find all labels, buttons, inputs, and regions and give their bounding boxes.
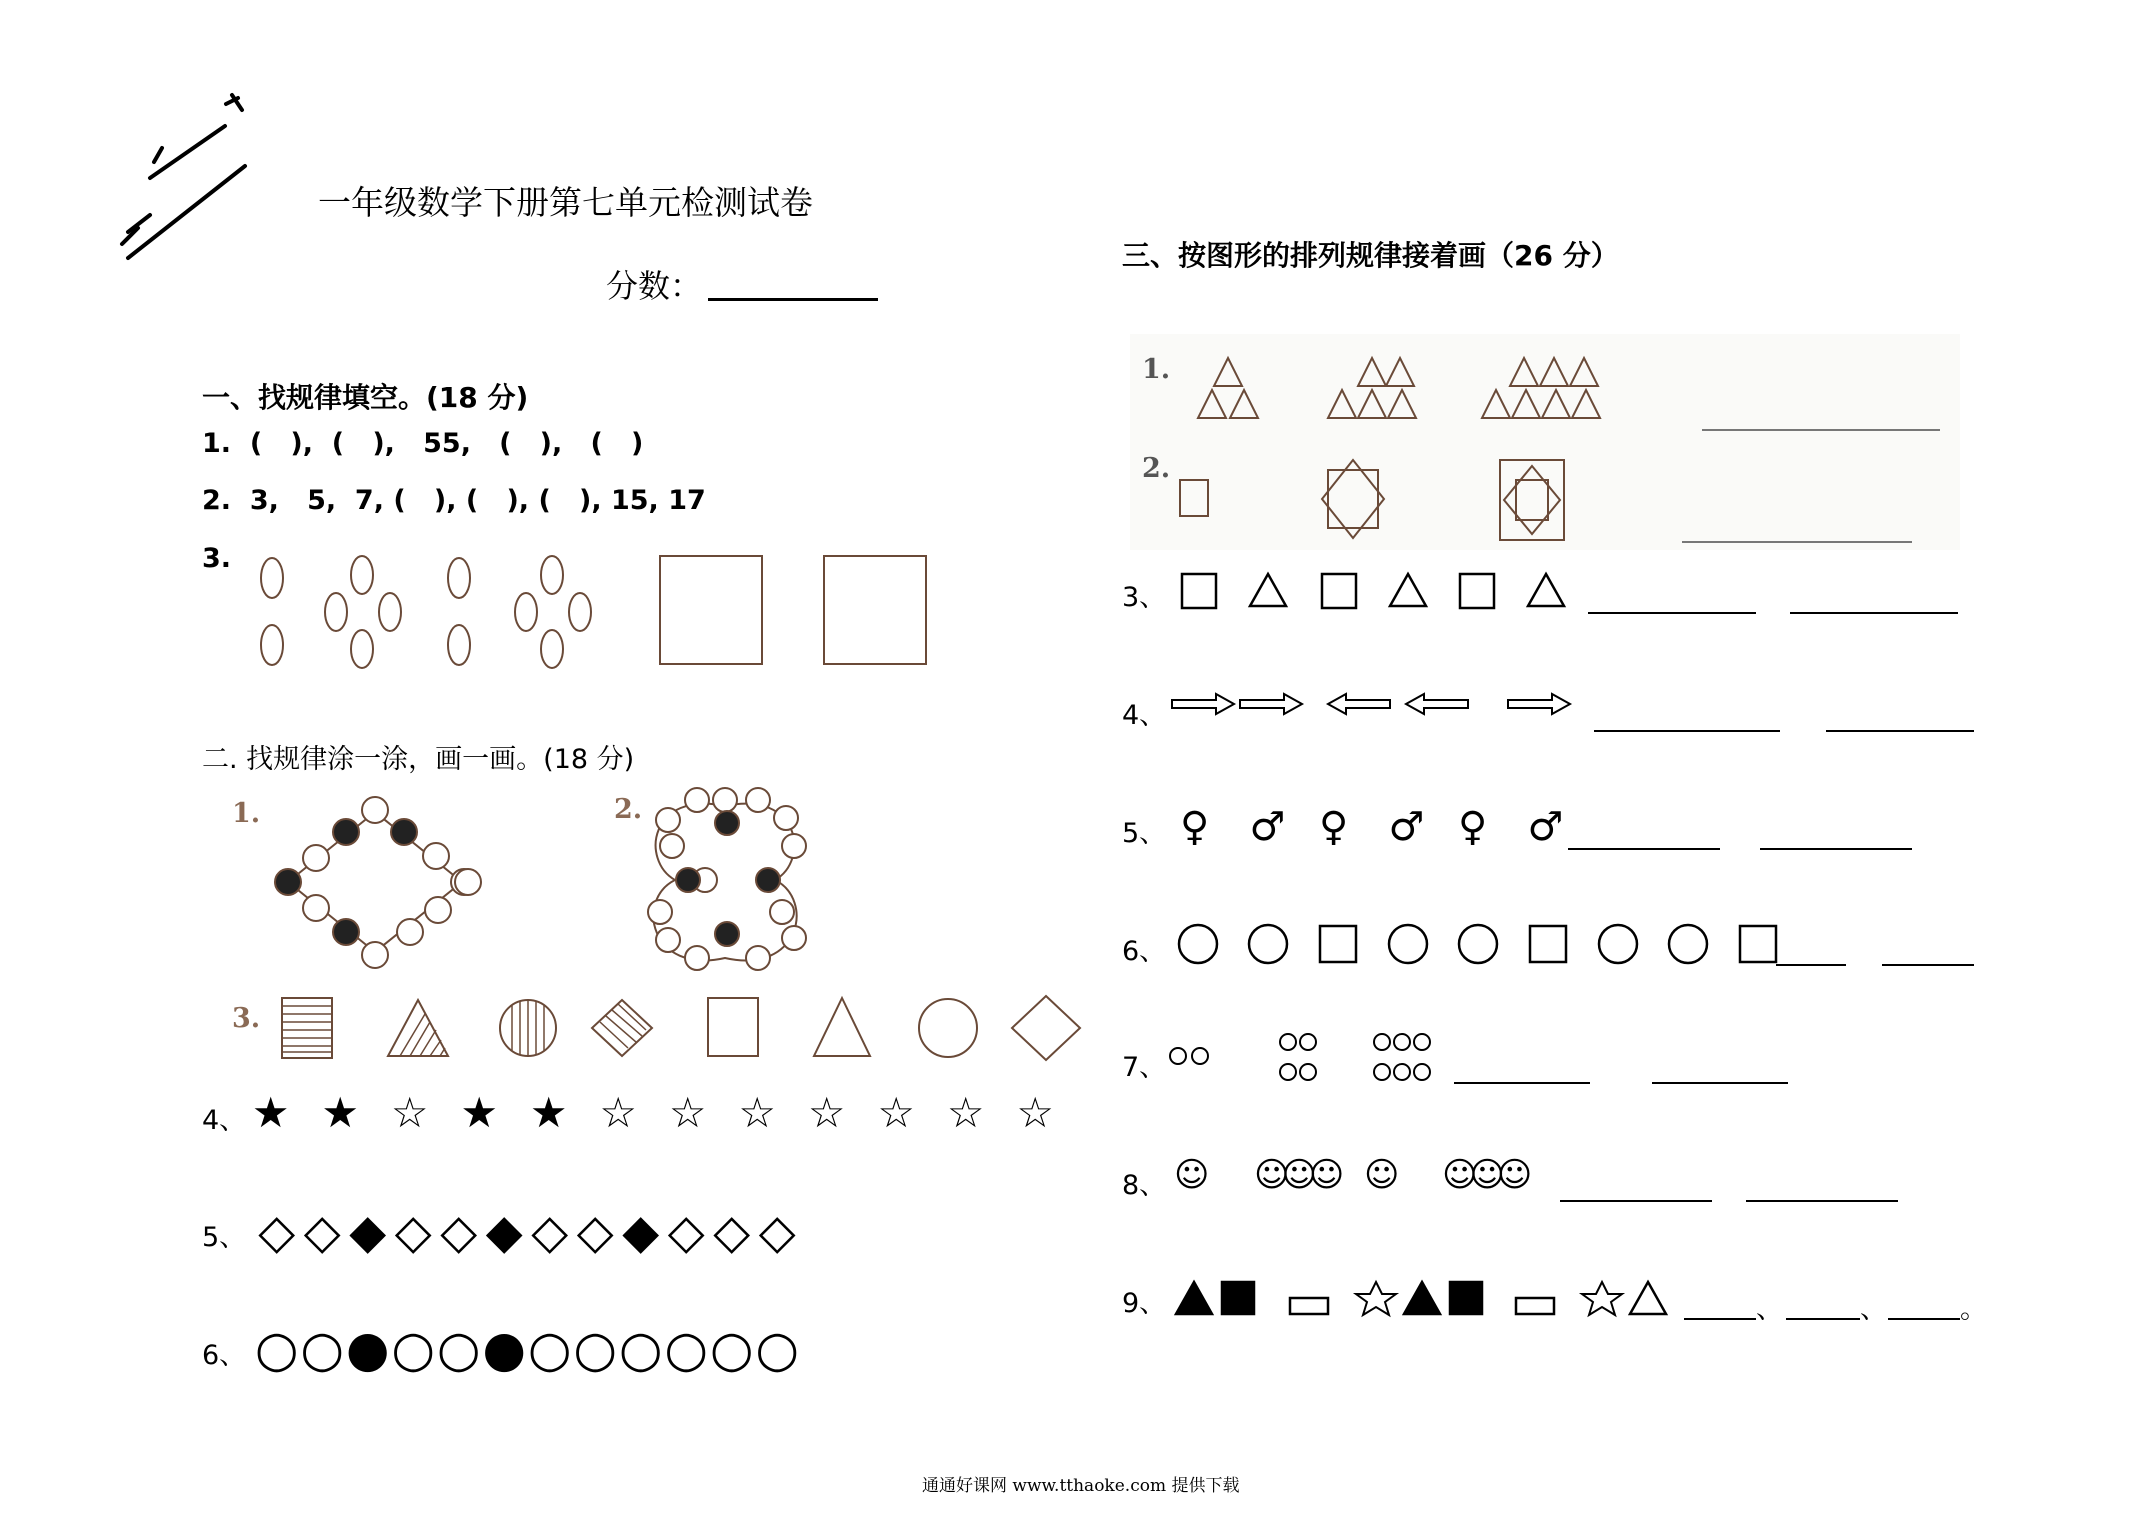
diamond-icon: ◇ — [758, 1204, 796, 1260]
section3-q7-num: 7、 — [1122, 1052, 1167, 1083]
section3-q6-num: 6、 — [1122, 936, 1167, 967]
section3-heading: 三、按图形的排列规律接着画（26 分） — [1122, 239, 1619, 272]
score-label: 分数： — [606, 267, 703, 305]
circle-icon: ○ — [664, 1320, 709, 1378]
circle-icon: ○ — [573, 1320, 618, 1378]
section2-q4-num: 4、 — [202, 1105, 247, 1136]
circle-icon: ○ — [300, 1320, 345, 1378]
section3-img-label-2: 2. — [1142, 453, 1171, 484]
star-icon: ☆ — [877, 1088, 916, 1137]
section3-q9-sep-1: 、 — [1756, 1294, 1783, 1325]
diamond-icon: ◇ — [531, 1204, 569, 1260]
footer-text: 通通好课网 www.tthaoke.com 提供下载 — [922, 1476, 1240, 1496]
section3-q3-num: 3、 — [1122, 582, 1167, 613]
circle-icon: ○ — [436, 1320, 481, 1378]
smiley-icon: ☺ — [1364, 1155, 1400, 1195]
smiley-group-icon: ☺☺☺ — [1254, 1155, 1337, 1195]
section2-heading: 二. 找规律涂一涂，画一画。(18 分) — [202, 744, 635, 775]
female-sign-icon: ♀ — [1319, 804, 1349, 850]
star-icon: ☆ — [946, 1088, 985, 1137]
circle-icon: ● — [482, 1320, 527, 1378]
star-icon: ★ — [529, 1088, 568, 1137]
section1-q2: 2. 3, 5, 7, ( ), ( ), ( ), 15, 17 — [202, 485, 706, 516]
diamond-icon: ◆ — [349, 1204, 387, 1260]
star-icon: ★ — [460, 1088, 499, 1137]
section3-q9-sep-2: 、 — [1860, 1294, 1887, 1325]
star-icon: ☆ — [390, 1088, 429, 1137]
circle-icon: ○ — [391, 1320, 436, 1378]
circle-icon: ○ — [709, 1320, 754, 1378]
star-icon: ☆ — [738, 1088, 777, 1137]
section1-q3-num: 3. — [202, 543, 232, 574]
star-icon: ☆ — [807, 1088, 846, 1137]
male-sign-icon: ♂ — [1388, 804, 1425, 850]
section2-q5-num: 5、 — [202, 1222, 247, 1253]
star-icon: ☆ — [1016, 1088, 1055, 1137]
section1-heading: 一、找规律填空。(18 分) — [202, 381, 529, 414]
diamond-icon: ◇ — [303, 1204, 341, 1260]
smiley-group-icon: ☺☺☺ — [1442, 1155, 1525, 1195]
section3-q9-blank-2[interactable] — [1786, 1318, 1860, 1320]
female-sign-icon: ♀ — [1458, 804, 1488, 850]
circle-icon: ● — [345, 1320, 390, 1378]
circle-icon: ○ — [254, 1320, 299, 1378]
section3-q9-end: 。 — [1960, 1294, 1987, 1325]
section1-q1: 1. ( ), ( ), 55, ( ), ( ) — [202, 428, 644, 459]
diamond-icon: ◇ — [713, 1204, 751, 1260]
circle-icon: ○ — [527, 1320, 572, 1378]
diamond-icon: ◇ — [258, 1204, 296, 1260]
circle-icon: ○ — [618, 1320, 663, 1378]
section2-img-label-1: 1. — [232, 798, 261, 829]
star-icon: ★ — [321, 1088, 360, 1137]
diamond-icon: ◇ — [440, 1204, 478, 1260]
section3-q9-blank-1[interactable] — [1684, 1318, 1756, 1320]
section2-q6-num: 6、 — [202, 1340, 247, 1371]
female-sign-icon: ♀ — [1180, 804, 1210, 850]
diamond-icon: ◇ — [667, 1204, 705, 1260]
diamond-icon: ◆ — [622, 1204, 660, 1260]
male-sign-icon: ♂ — [1527, 804, 1564, 850]
smiley-icon: ☺ — [1174, 1155, 1210, 1195]
star-icon: ★ — [251, 1088, 290, 1137]
section3-img-label-1: 1. — [1142, 354, 1171, 385]
star-icon: ☆ — [599, 1088, 638, 1137]
diamond-icon: ◇ — [394, 1204, 432, 1260]
circle-icon: ○ — [755, 1320, 800, 1378]
section3-q4-num: 4、 — [1122, 700, 1167, 731]
section2-img-label-3: 3. — [232, 1003, 261, 1034]
star-icon: ☆ — [668, 1088, 707, 1137]
section3-q8-num: 8、 — [1122, 1170, 1167, 1201]
section3-q9-num: 9、 — [1122, 1288, 1167, 1319]
page-title: 一年级数学下册第七单元检测试卷 — [318, 183, 813, 222]
section2-img-label-2: 2. — [614, 794, 643, 825]
section3-q9-blank-3[interactable] — [1888, 1318, 1960, 1320]
male-sign-icon: ♂ — [1249, 804, 1286, 850]
diamond-icon: ◆ — [485, 1204, 523, 1260]
diamond-icon: ◇ — [576, 1204, 614, 1260]
section3-q5-num: 5、 — [1122, 818, 1167, 849]
